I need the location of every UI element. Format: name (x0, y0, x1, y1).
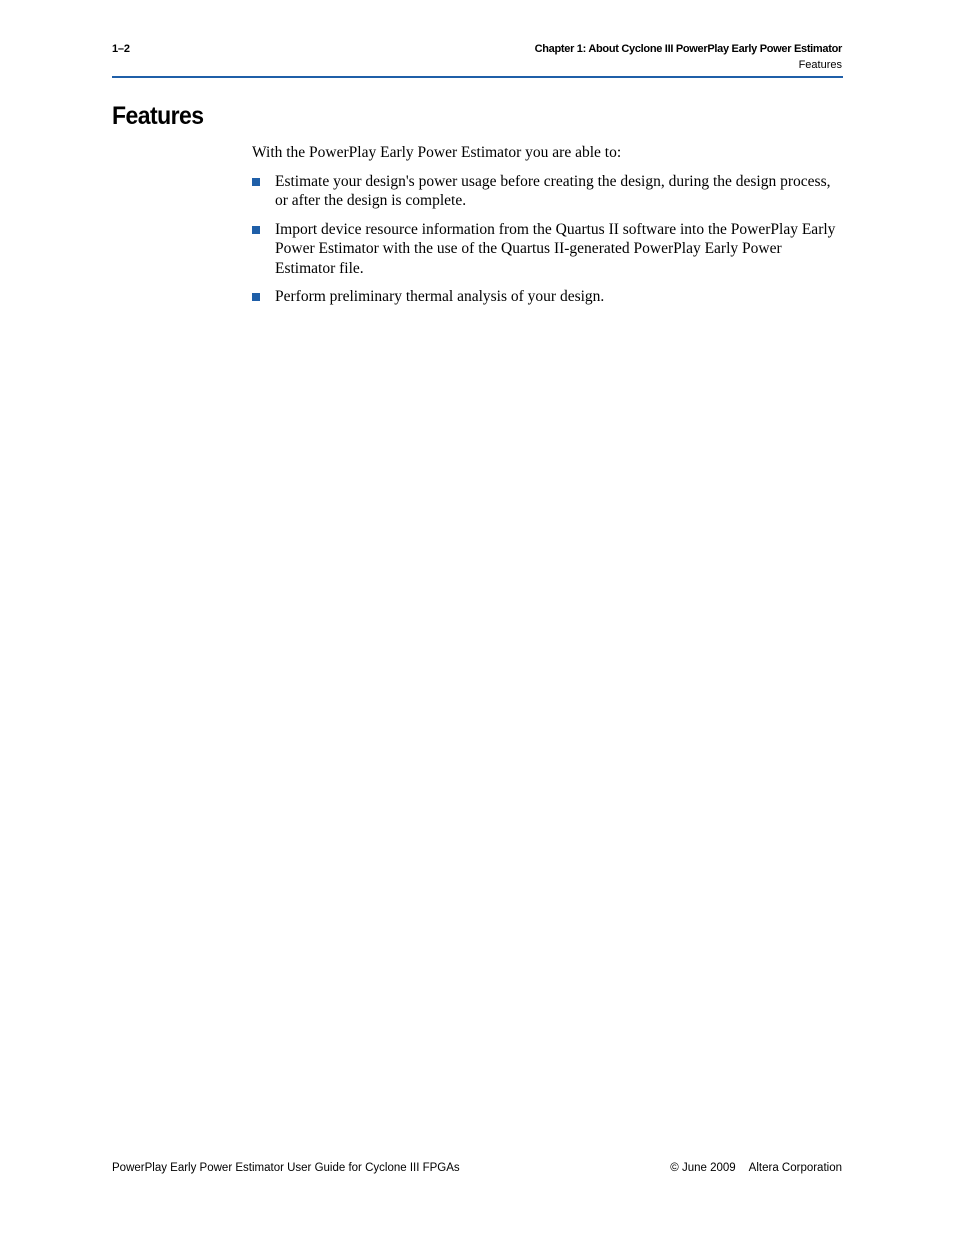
list-item (252, 287, 844, 307)
list-item-text: Perform preliminary thermal analysis of your design. (275, 288, 605, 305)
list-item (252, 172, 844, 211)
square-bullet-icon (252, 293, 260, 301)
page-title: Features (112, 102, 204, 130)
feature-list (252, 172, 844, 307)
footer-right (670, 1162, 842, 1174)
page-number: 1–2 (112, 43, 130, 55)
company-name: Altera Corporation (748, 1162, 842, 1174)
page-header (112, 40, 843, 80)
header-rule (112, 76, 843, 78)
list-item-text: Estimate your design's power usage before creating the design, during the design process, or after the design is complete. (275, 172, 831, 209)
list-item (252, 220, 844, 279)
copyright-date: © June 2009 (670, 1162, 736, 1174)
guide-title: PowerPlay Early Power Estimator User Guide for Cyclone III FPGAs (112, 1162, 460, 1174)
intro-paragraph: With the PowerPlay Early Power Estimator you are able to: (252, 144, 622, 161)
list-item-text: Import device resource information from the Quartus II software into the PowerPlay Early Power Estimator with the use of the Quartus II-generated PowerPlay Early Power Estimator file. (275, 220, 836, 277)
square-bullet-icon (252, 178, 260, 186)
chapter-title: Chapter 1: About Cyclone III PowerPlay Early Power Estimator (534, 43, 842, 55)
square-bullet-icon (252, 226, 260, 234)
section-name: Features (798, 59, 842, 71)
body-content (252, 143, 844, 316)
